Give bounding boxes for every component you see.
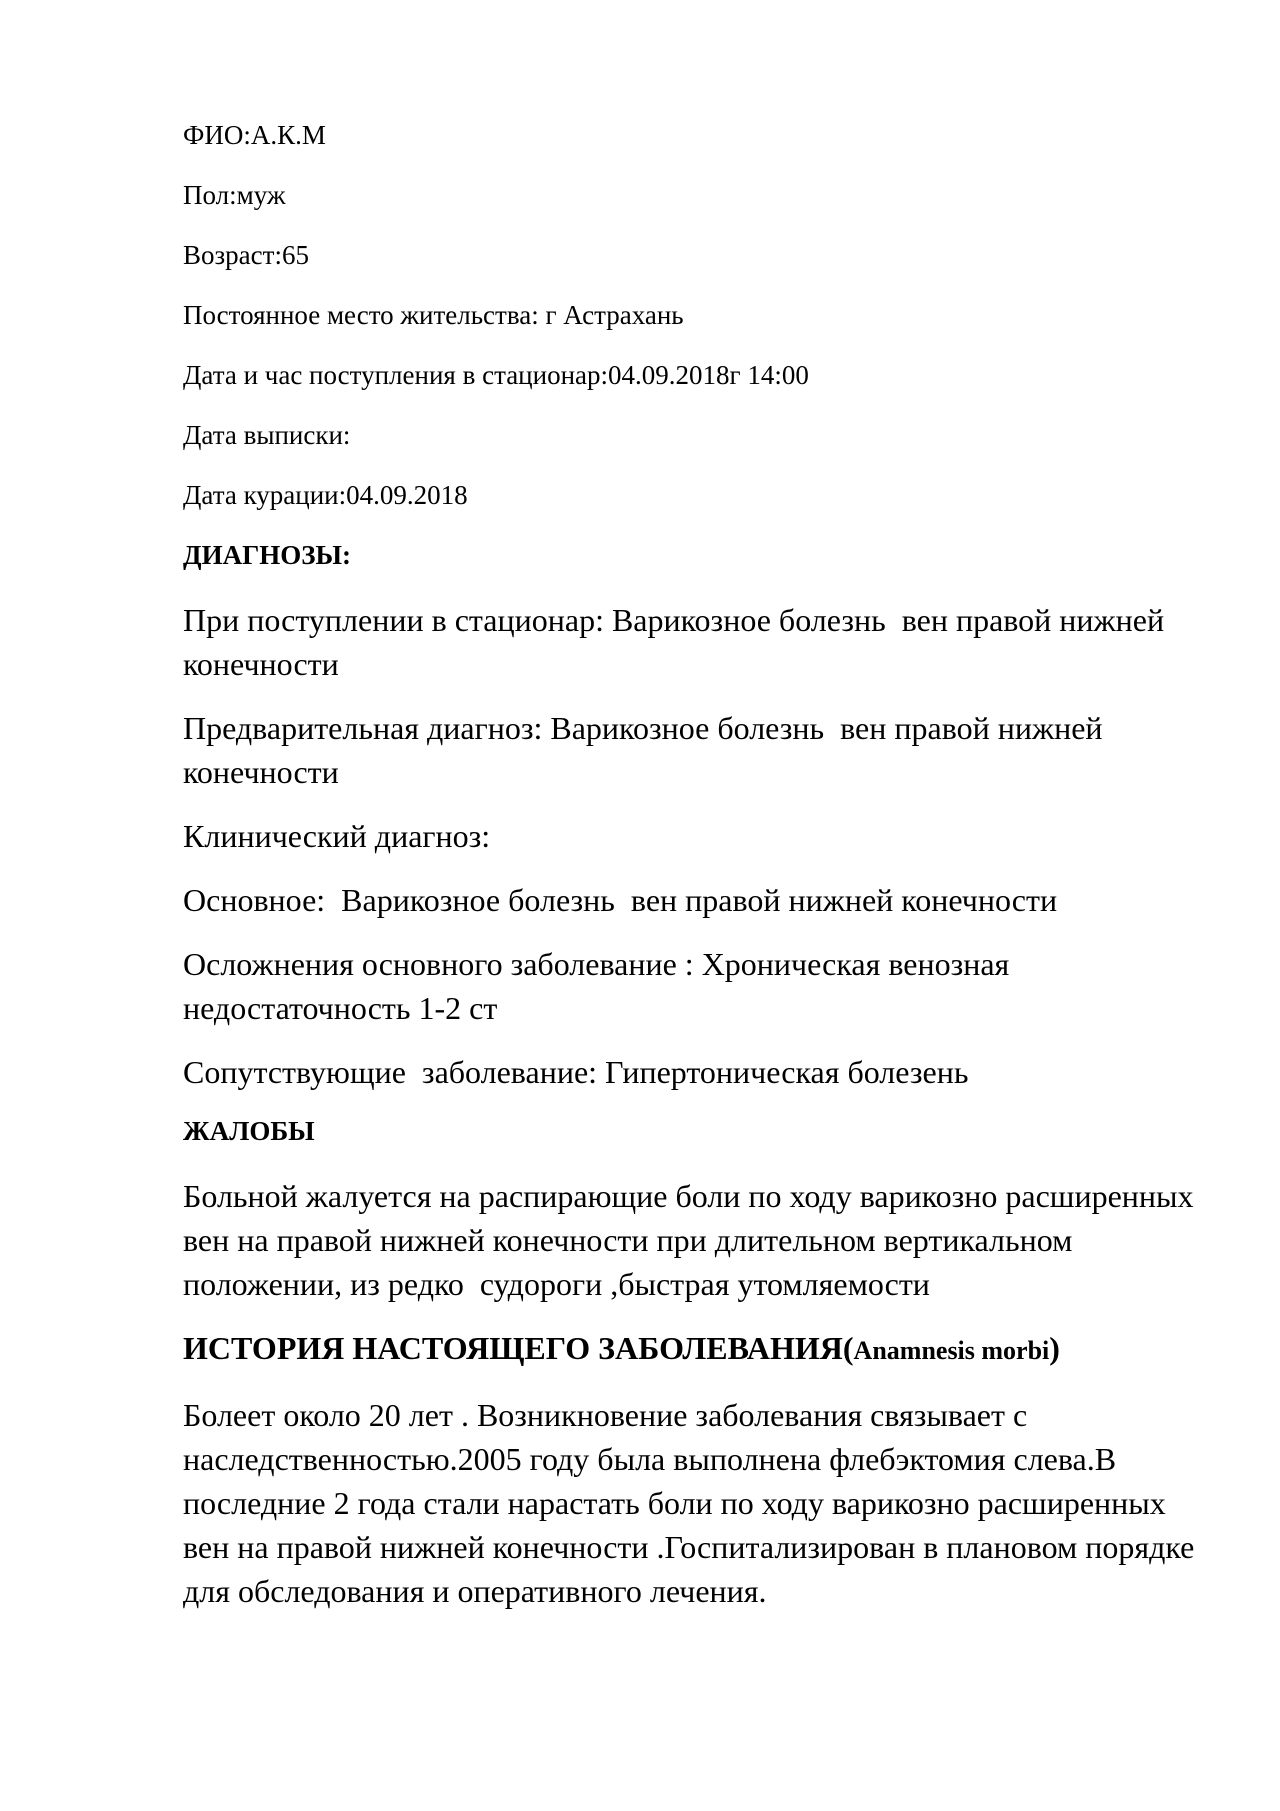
complaints-heading: ЖАЛОБЫ — [183, 1116, 315, 1146]
history-text: Болеет около 20 лет . Возникновение заболевания связывает с наследственностью.2005 году была выполнена флебэктомия слева.В последние 2 года стали нарастать боли по ходу варикозно расширенных вен на правой нижней конечности .Госпитализирован в плановом порядке для обследования и оперативного лечения. — [183, 1397, 1203, 1609]
patient-age: Возраст:65 — [183, 240, 309, 270]
diagnosis-on-admission: При поступлении в стационар: Варикозное болезнь вен правой нижней конечности — [183, 602, 1173, 682]
curation-date: Дата курации:04.09.2018 — [183, 480, 468, 510]
patient-residence: Постоянное место жительства: г Астрахань — [183, 300, 684, 330]
diagnoses-heading: ДИАГНОЗЫ: — [183, 540, 352, 570]
history-heading — [183, 1326, 1213, 1373]
diagnosis-preliminary: Предварительная диагноз: Варикозное болезнь вен правой нижней конечности — [183, 710, 1111, 790]
patient-sex: Пол:муж — [183, 180, 286, 210]
discharge-date: Дата выписки: — [183, 420, 351, 450]
document-page — [183, 118, 1213, 1633]
diagnosis-complications: Осложнения основного заболевание : Хроническая венозная недостаточность 1-2 ст — [183, 946, 1018, 1026]
complaints-text: Больной жалуется на распирающие боли по ходу варикозно расширенных вен на правой нижней конечности при длительном вертикальном положении, из редко судороги ,быстрая утомляемости — [183, 1178, 1202, 1302]
diagnosis-clinical: Клинический диагноз: — [183, 818, 491, 854]
history-heading-close: ) — [1049, 1330, 1060, 1366]
history-heading-main: ИСТОРИЯ НАСТОЯЩЕГО ЗАБОЛЕВАНИЯ( — [183, 1330, 854, 1366]
admission-date: Дата и час поступления в стационар:04.09.2018г 14:00 — [183, 360, 809, 390]
patient-fio: ФИО:А.К.М — [183, 120, 326, 150]
history-heading-latin: Anamnesis morbi — [853, 1336, 1050, 1365]
diagnosis-concomitant: Сопутствующие заболевание: Гипертоническая болезень — [183, 1054, 969, 1090]
diagnosis-main: Основное: Варикозное болезнь вен правой нижней конечности — [183, 882, 1058, 918]
